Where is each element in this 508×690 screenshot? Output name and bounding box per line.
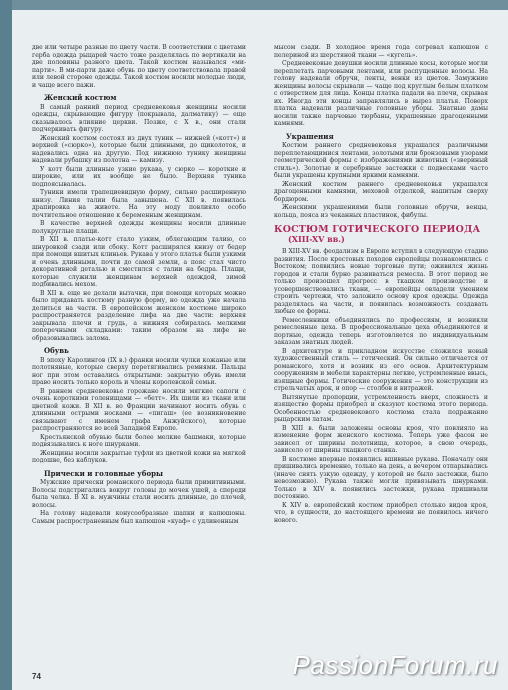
paragraph-continued: мысом сзади. В холодное время года согревал капюшон с пелериной из шерстяной ткани — «кугель». (274, 44, 488, 59)
paragraph: Женскими украшениями были головные обручи, венцы, кольца, пояса из чеканных пластинок, фибулы. (274, 204, 488, 219)
book-page (12, 0, 508, 690)
paragraph: У котт были длинные узкие рукава, у сюрко — короткие и широкие, или их вообще не было. Верхняя туника подпоясывалась. (32, 165, 246, 188)
heading-female-costume: Женский костюм (44, 93, 117, 102)
paragraph: В раннем средневековье горожане носили мягкие сапоги с очень короткими голенищами — «бетт». Их шили из ткани или цветной кожи. В XII в. во Франции начинают носить обувь с длинными острыми носками — «пигаш» (ее возникновение связывают с именем графа Анжуйского), которые распространяются во всей Западной Европе. (32, 387, 246, 432)
watermark-logo: PassionForum.ru (292, 650, 498, 680)
paragraph: Вытянутые пропорции, устремленность вверх, сложность и изящество формы приобрел и сказуют костюма этого периода. Особенностью средневекового костюма стала подражание рыцарским латам. (274, 393, 488, 423)
paragraph: На голову надевали конусообразные шапки и капюшоны. Самым распространенным был капюшон «куаф» с удлиненным (32, 510, 246, 525)
paragraph: К XIV в. европейский костюм приобрел столько видов кроя, что, в сущности, до настоящего времени не появилось ничего нового. (274, 501, 488, 524)
paragraph: Женский костюм состоял из двух туник — нижней («котт») и верхней («сюрко»), которые были длинными, до щиколоток, и надевались одна на другую. Под нижнюю тунику женщины надевали рубашку из полотна — камизу. (32, 134, 246, 164)
paragraph-intro: две или четыре разные по цвету части. В соответствии с цветами герба одежда рыцарей часто тоже разделялась по вертикали на две половины разного цвета. Такой костюм назывался «ми-парти». В ми-парти даже обувь по цвету соответствовала правой или левой стороне одежды. Такой костюм носили молодые люди, и чаще всего пажи. (32, 44, 246, 89)
paragraph: В XIII в. были заложены основы кроя, что повлияло на изменение форм женского костюма. Теперь уже фасон не зависел от ширины полотнища, которое, в свою очередь, зависело от ширины ткацкого станка. (274, 424, 488, 454)
paragraph: В XII в. платье-котт стало узким, облегающим талию, со шнуровкой сзади или сбоку. Котт расширялся книзу от бедер при помощи вшитых клиньев. Рукава у этого платья были узкими и очень длинными, почти до самой земли, а пояс стал чисто декоративной деталью и сместился с талии на бедра. Плащи, которые служили женщинам верхней одеждой, зимой подбивались мехом. (32, 236, 246, 288)
paragraph: В XII в. еще не делали вытачки, при помощи которых можно было придавать костюму разную форму, но одежда уже начала делиться на части. В европейском женском костюме широко распространяется разделение лифа на две части: верхняя закрывала плечи и грудь, а нижняя собиралась мелкими поперечными складками: таким образом на лифе не образовывались залома. (32, 289, 246, 342)
left-column (32, 44, 246, 526)
heading-jewelry: Украшения (286, 131, 334, 141)
paragraph: В XIII-XV вв. феодализм в Европе вступил в следующую стадию развития. После крестовых походов европейцы познакомились с Востоком; появились новые торговые пути; оживился жизнь городов и стали бурно развиваться ремесла. В этот период не только произошел прогресс в ткацком производстве и усовершенствовались ткани, — европейцы овладели умением строить чертежи, что заложило основу кроя одежды. Одежда разделялась на части, и появилась возможность создавать любые ее формы. (274, 248, 488, 315)
chapter-title: КОСТЮМ ГОТИЧЕСКОГО ПЕРИОДА (274, 224, 481, 235)
paragraph: Женский костюм раннего средневековья украшался драгоценными камнями, меховой отделкой, нашитым сверху бордюром. (274, 180, 488, 203)
heading-hairstyles: Прически и головные уборы (44, 468, 164, 478)
page-number: 74 (32, 672, 41, 681)
paragraph: Мужские прически романского периода были примитивными. Волосы подстригались вокруг головы до мочек ушей, а спереди была челка. В XI в. мужчины стали носить длинные, до плечей, волосы. (32, 479, 246, 509)
paragraph: В качестве верхней одежды женщины носили длинные полукруглые плащи. (32, 220, 246, 235)
top-strip (12, 0, 508, 10)
paragraph: Женщины носили закрытые туфли из цветной кожи на мягкой подошве, без каблуков. (32, 449, 246, 464)
paragraph: Средневековые девушки носили длинные косы, которые могли переплетать парчовыми лентами, или распущенные волосы. На голову надевали обручи, ленты, венки из цветов. Замужние женщины волосы скрывали — чаще под круглым белым платком с отверстием для лица. Концы платка падали на плечи, скрывая их. Иногда эти концы заправлялись в вырез платья. Поверх платка надевали различные головные уборы. Знатные дамы носили также парчовые тюрбаны, украшенные драгоценными камнями. (274, 60, 488, 127)
paragraph: Костюм раннего средневековья украшался различными переплетающимися лентами, золотыми или бронзовыми узорами геометрической формы с изображениями животных («звериный стиль»). Золотые и серебряные застежки с подвесками часто были украшены крупными яркими камнями. (274, 142, 488, 179)
chapter-subtitle: (XIII-XV вв.) (288, 234, 345, 244)
paragraph: Крестьянской обувью были более мелкие башмаки, которые подвязывались к ноге шнурками. (32, 433, 246, 448)
paragraph: Туники имели трапециевидную форму, сильно расширенную книзу. Линия талии была завышена. С XII в. появилась драпировка на животе. На эту моду повлияло особо почтительное отношение к беременным женщинам. (32, 189, 246, 219)
paragraph: Ремесленники объединялись по профессиям, и возникли ремесленные цеха. В профессиональные цеха объединяются и портные, одежда теперь изготовляется по индивидуальным заказам знатных людей. (274, 316, 488, 346)
paragraph: В костюме впервые появились вшивные рукава. Поначалу они пришивались временно, только на день, а вечером отпарывались (иначе снять узкую одежду, у которой не было застежки, было невозможно). Рукава также могли привязывать шнурками. Только в XIV в. появились застежки, рукава пришивали постоянно. (274, 455, 488, 500)
paragraph: В самый ранний период средневековья женщины носили одежды, скрывающие фигуру (покрывала, далматику) — еще сказывалось влияние церкви. Позже, с X в., они стали подчеркивать фигуру. (32, 103, 246, 133)
paragraph: В эпоху Каролингов (IX в.) франки носили чулки кожаные или полотняные, которые сверху перетягивались ремнями. Пальцы ног при этом оставались открытыми: закрытую обувь имели право носить только король и члены королевской семьи. (32, 356, 246, 386)
right-column (274, 44, 488, 525)
chapter-heading (274, 225, 488, 244)
heading-shoes: Обувь (44, 346, 69, 355)
paragraph: В архитектуре и прикладном искусстве сложился новый художественный стиль — готический. Он сильно отличается от романского, хотя и возник из его основ. Архитектурным сооружениям и мебели характерны легкие, устремленные ввысь, изящные формы. Готические сооружения — это конструкции из стрельчатых арок, и опор — столбов и витражей. (274, 347, 488, 392)
